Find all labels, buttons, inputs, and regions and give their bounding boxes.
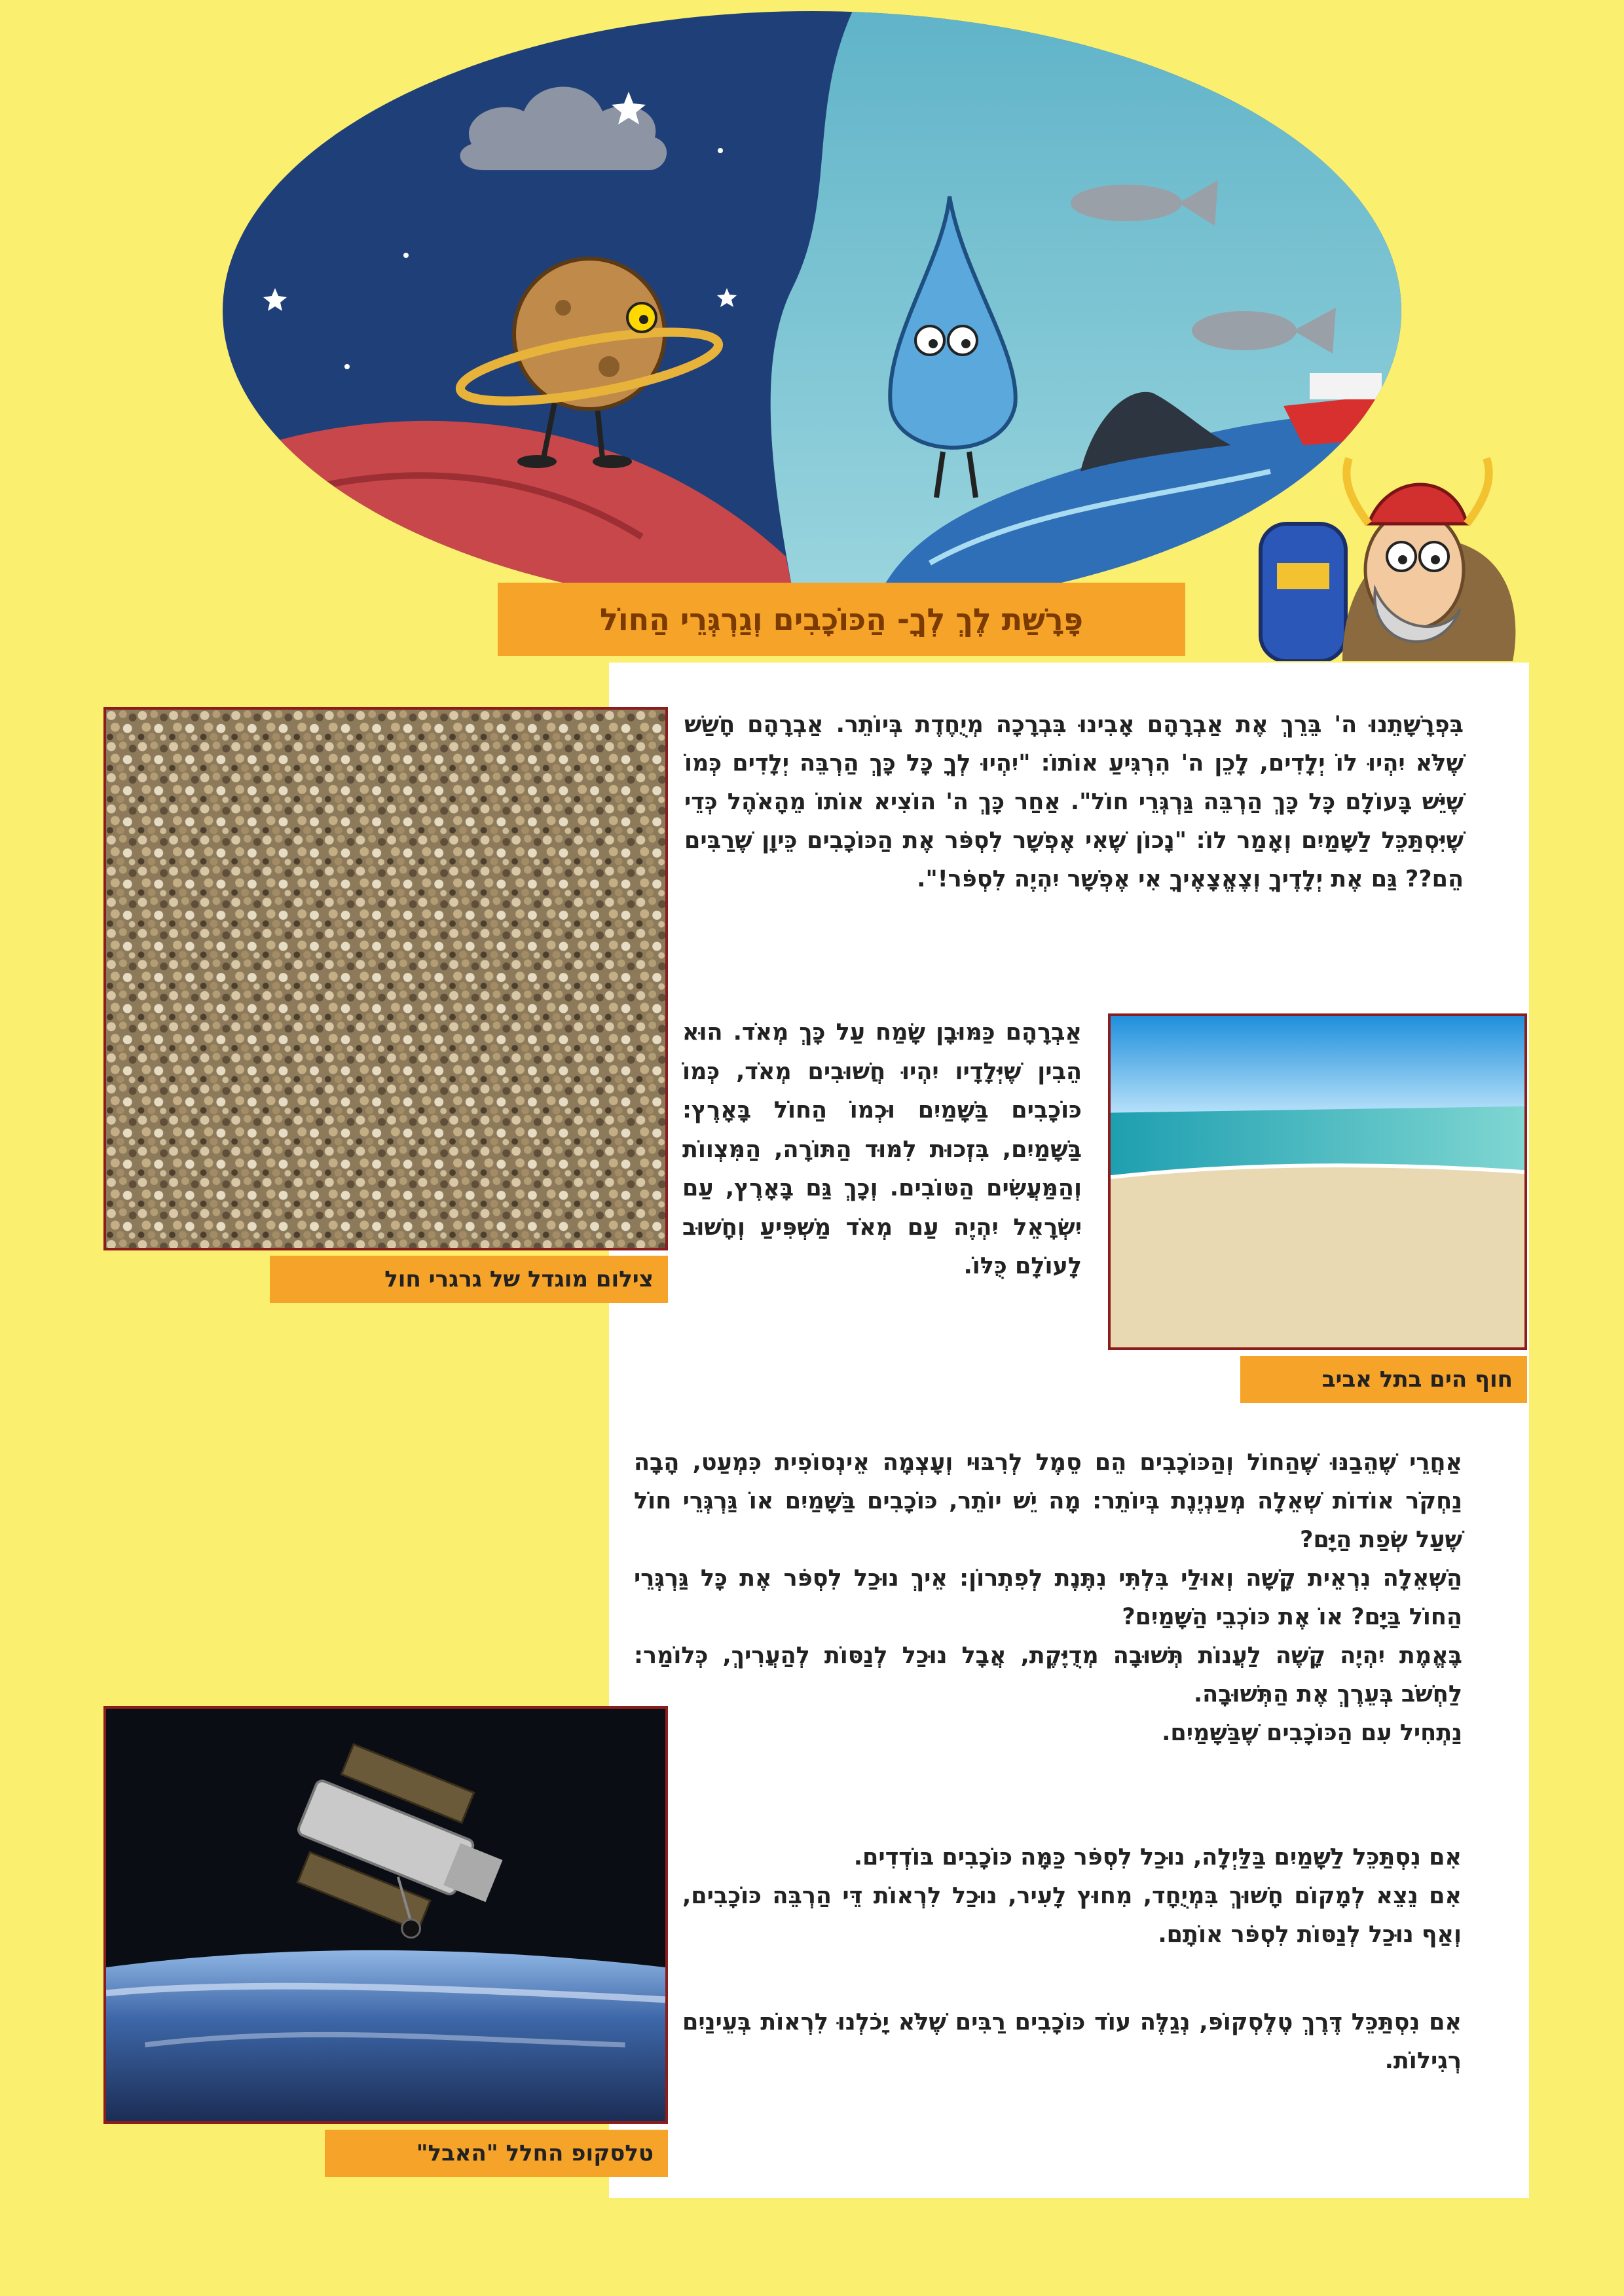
hubble-caption [325, 2130, 668, 2177]
intro-paragraph [684, 706, 1464, 899]
sand-photo [103, 707, 668, 1250]
observing-paragraph [682, 1838, 1462, 1954]
questions-paragraph [634, 1444, 1462, 1753]
questions-line-3: בֶּאֱמֶת יִהְיֶה קָשֶׁה לַעֲנוֹת תְּשׁוּבָה מְדֻיֶּקֶת, אֲבָל נוּכַל לְנַסּוֹת לְהַעֲרִיךְ, כְּלוֹמַר: לַחְשֹׁב בְּעֵרֶךְ אֶת הַתְּשׁוּבָה. [634, 1643, 1462, 1707]
middle-paragraph [682, 1013, 1082, 1286]
hero-illustration [0, 0, 1624, 661]
hubble-telescope-image [106, 1709, 665, 2121]
beach-caption [1240, 1356, 1527, 1403]
observing-line-1: אִם נִסְתַּכֵּל לַשָּׁמַיִם בַּלַּיְלָה, נוּכַל לִסְפֹּר כַּמָּה כּוֹכָבִים בּוֹדְדִים. [853, 1844, 1462, 1870]
beach-photo [1108, 1013, 1527, 1350]
fish-icon [1071, 185, 1182, 221]
abraham-character [1261, 458, 1515, 661]
beach-caption-text: חוף הים בתל אביב [1321, 1366, 1513, 1393]
telescope-paragraph [682, 2003, 1462, 2081]
hubble-photo [103, 1706, 668, 2124]
sand-caption-text: צילום מוגדל של גרגרי חול [384, 1266, 654, 1292]
questions-line-2: הַשְּׁאֵלָה נִרְאֵית קָשָׁה וְאוּלַי בִּלְתִּי נִתֶּנֶת לְפִתְרוֹן: אֵיךְ נוּכַל לִסְפֹּר אֶת כָּל גַּרְגְּרֵי הַחוֹל בַּיָּם? אוֹ אֶת כּוֹכְבֵי הַשָּׁמַיִם? [634, 1565, 1462, 1630]
questions-line-1: אַחֲרֵי שֶׁהֵבַנּוּ שֶׁהַחוֹל וְהַכּוֹכָבִים הֵם סֵמֶל לְרִבּוּי וְעָצְמָה אֵינְסוֹפִית כִּמְעַט, הָבָה נַחְקֹר אוֹדוֹת שְׁאֵלָה מְעַנְיֶנֶת בְּיוֹתֵר: מָה יֵשׁ יוֹתֵר, כּוֹכָבִים בַּשָּׁמַיִם אוֹ גַּרְגְּרֵי חוֹל שֶׁעַל שְׂפַת הַיָּם? [634, 1449, 1462, 1553]
intro-text: בִּפְרָשָׁתֵנוּ ה' בֵּרֵךְ אֶת אַבְרָהָם אָבִינוּ בִּבְרָכָה מְיֻחֶדֶת בְּיוֹתֵר. אַבְרָהָם חָשַׁשׁ שֶׁלֹּא יִהְיוּ לוֹ יְלָדִים, לָכֵן ה' הִרְגִּיעַ אוֹתוֹ: "יִהְיוּ לְךָ כָּל כָּךְ הַרְבֵּה יְלָדִים כְּמוֹ שֶׁיֵּשׁ בָּעוֹלָם כָּל כָּךְ הַרְבֵּה גַּרְגְּרֵי חוֹל". אַחַר כָּךְ ה' הוֹצִיא אוֹתוֹ מֵהָאֹהֶל כְּדֵי שֶׁיִּסְתַּכֵּל לַשָּׁמַיִם וְאָמַר לוֹ: "נָכוֹן שֶׁאִי אֶפְשָׁר לִסְפֹּר אֶת הַכּוֹכָבִים כֵּיוָן שֶׁרַבִּים הֵם?? גַּם אֶת יְלָדֶיךָ וְצֶאֱצָאֶיךָ אִי אֶפְשָׁר יִהְיֶה לִסְפֹּר!". [684, 712, 1464, 892]
page-title: פָּרָשַׁת לֶךְ לְךָ- הַכּוֹכָבִים וְגַרְגְּרֵי הַחוֹל [600, 602, 1083, 637]
questions-line-4: נַתְחִיל עִם הַכּוֹכָבִים שֶׁבַּשָּׁמַיִם. [1162, 1720, 1462, 1746]
hubble-caption-text: טלסקופ החלל "האבל" [416, 2140, 654, 2166]
middle-text: אַבְרָהָם כַּמּוּבָן שָׂמַח עַל כָּךְ מְאֹד. הוּא הֵבִין שֶׁיְּלָדָיו יִהְיוּ חֲשׁוּבִים מְאֹד, כְּמוֹ כּוֹכָבִים בַּשָּׁמַיִם וּכְמוֹ הַחוֹל בָּאָרֶץ: בַּשָּׁמַיִם, בִּזְכוּת לִמּוּד הַתּוֹרָה, הַמִּצְווֹת וְהַמַּעֲשִׂים הַטּוֹבִים. וְכָךְ גַּם בָּאָרֶץ, עַם יִשְׂרָאֵל יִהְיֶה עַם מְאֹד מַשְׁפִּיעַ וְחָשׁוּב לָעוֹלָם כֻּלּוֹ. [682, 1019, 1082, 1279]
sand-caption [270, 1256, 668, 1303]
page-title-box [498, 583, 1185, 656]
observing-line-2: אִם נֵצֵא לְמָקוֹם חָשׁוּךְ בִּמְיֻחָד, מִחוּץ לָעִיר, נוּכַל לִרְאוֹת דֵּי הַרְבֵּה כּוֹכָבִים, וְאַף נוּכַל לְנַסּוֹת לִסְפֹּר אוֹתָם. [682, 1883, 1462, 1948]
telescope-text: אִם נִסְתַּכֵּל דֶּרֶךְ טֶלֶסְקוֹפּ, נְגַלֶּה עוֹד כּוֹכָבִים רַבִּים שֶׁלֹּא יָכֹלְנוּ לִרְאוֹת בְּעֵינַיִם רְגִילוֹת. [682, 2009, 1462, 2074]
sand-grains-image [106, 710, 665, 1248]
fish-icon [1192, 311, 1297, 350]
beach-image [1111, 1016, 1524, 1347]
